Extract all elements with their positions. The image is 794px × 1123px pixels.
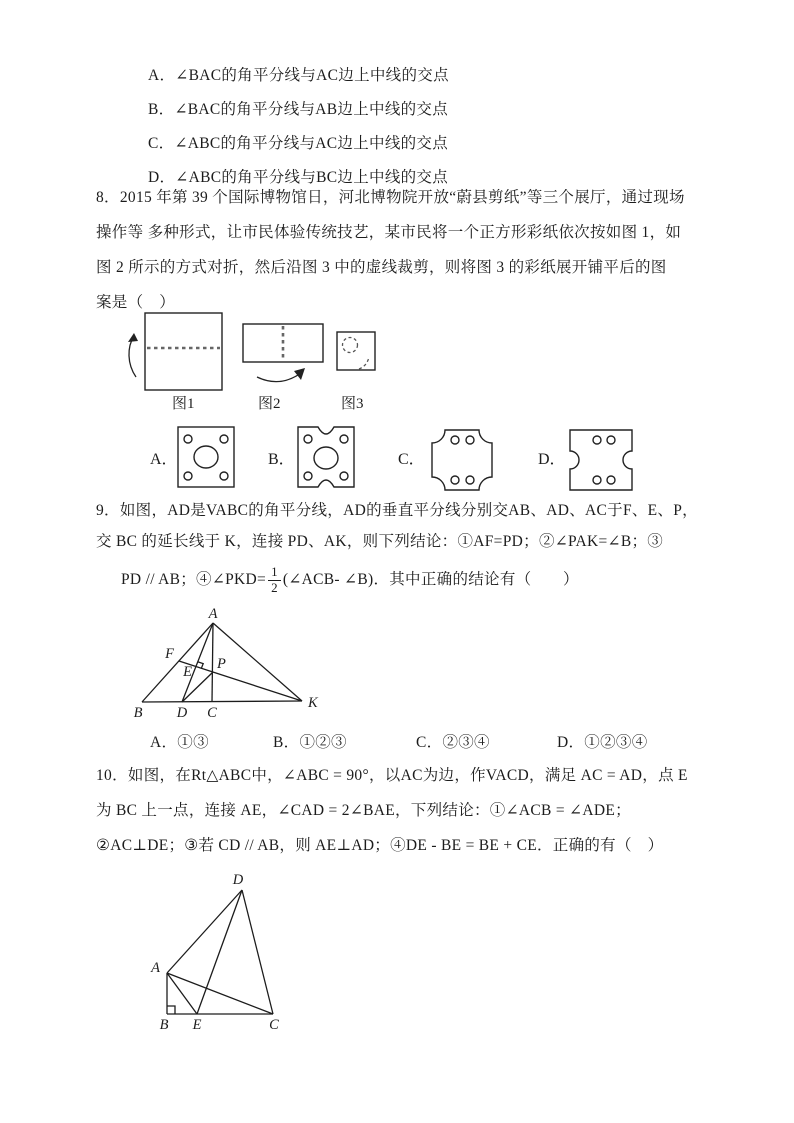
fold-figure-2 xyxy=(243,324,323,382)
q8-answer-patterns xyxy=(140,413,660,498)
question-9-line-1: 9．如图，AD是VABC的角平分线，AD的垂直平分线分别交AB、AD、AC于F、E、P， xyxy=(96,502,698,519)
question-8-line-1: 8．2015 年第 39 个国际博物馆日，河北博物院开放“蔚县剪纸”等三个展厅，通过现场 xyxy=(96,189,685,206)
q9-option-b: B．①②③ xyxy=(273,734,347,751)
q9-triangle-figure xyxy=(100,605,330,725)
question-10-line-3: ②AC⊥DE；③若 CD // AB，则 AE⊥AD；④DE - BE = BE + CE．正确的有（ ） xyxy=(96,837,664,854)
q8-option-d-label: D． xyxy=(538,451,566,468)
q8-option-a-label: A． xyxy=(150,451,178,468)
question-8-line-4: 案是（ ） xyxy=(96,294,176,311)
figure-2-caption: 图2 xyxy=(258,396,281,412)
q8-pattern-b xyxy=(298,427,354,487)
question-8-line-3: 图 2 所示的方式对折，然后沿图 3 中的虚线裁剪，则将图 3 的彩纸展开铺平后的图 xyxy=(96,259,667,276)
question-9-line-3 xyxy=(121,558,579,602)
q9-vertex-F: F xyxy=(165,646,174,662)
fold-arrow-up xyxy=(129,336,136,377)
q9-vertex-C: C xyxy=(207,705,217,721)
figure-1-caption: 图1 xyxy=(172,396,195,412)
q10-triangle-figure xyxy=(140,870,300,1035)
q9-vertex-E: E xyxy=(183,664,192,680)
q8-option-c-label: C． xyxy=(398,451,425,468)
q9-option-c: C．②③④ xyxy=(416,734,490,751)
question-10-line-2: 为 BC 上一点，连接 AE，∠CAD = 2∠BAE，下列结论：①∠ACB = ∠ADE； xyxy=(96,802,631,819)
q8-fold-figures xyxy=(110,305,400,417)
fold-figure-3 xyxy=(337,332,375,370)
q9-vertex-D: D xyxy=(176,705,188,721)
q9-line3-pre: PD // AB；④∠PKD= xyxy=(121,571,267,588)
fold-figure-1 xyxy=(128,313,222,390)
prev-question-option-c: C．∠ABC的角平分线与AC边上中线的交点 xyxy=(148,135,449,152)
figure-3-caption: 图3 xyxy=(341,396,364,412)
cut-dashed-circle xyxy=(343,338,358,353)
q9-vertex-P: P xyxy=(217,656,226,672)
fraction-denominator: 2 xyxy=(268,580,281,596)
q10-figure-lines xyxy=(167,890,273,1014)
right-angle-marker xyxy=(167,1006,175,1014)
prev-question-option-a: A．∠BAC的角平分线与AC边上中线的交点 xyxy=(148,67,449,84)
q8-pattern-d xyxy=(570,430,632,490)
question-9-line-2: 交 BC 的延长线于 K，连接 PD、AK，则下列结论：①AF=PD；②∠PAK=∠B；③ xyxy=(96,533,664,550)
fold-arrow-right xyxy=(257,373,301,382)
q9-vertex-A: A xyxy=(208,606,218,622)
cut-dashed-arc xyxy=(359,357,369,369)
q10-vertex-A: A xyxy=(151,960,160,976)
q9-option-d: D．①②③④ xyxy=(557,734,648,751)
q8-option-b-label: B． xyxy=(268,451,295,468)
q10-vertex-E: E xyxy=(192,1017,202,1033)
q9-vertex-K: K xyxy=(308,695,318,711)
fraction-numerator: 1 xyxy=(271,563,278,579)
q9-line3-post: (∠ACB- ∠B)．其中正确的结论有（ ） xyxy=(282,571,579,588)
question-10-line-1: 10．如图，在Rt△ABC中，∠ABC = 90°，以AC为边，作VACD，满足 AC = AD，点 E xyxy=(96,767,688,784)
q9-option-a: A．①③ xyxy=(150,734,209,751)
q10-vertex-B: B xyxy=(159,1017,169,1033)
q9-vertex-B: B xyxy=(133,705,143,721)
q10-vertex-C: C xyxy=(269,1017,279,1033)
question-8-line-2: 操作等 多种形式，让市民体验传统技艺，某市民将一个正方形彩纸依次按如图 1，如 xyxy=(96,224,682,241)
prev-question-option-b: B．∠BAC的角平分线与AB边上中线的交点 xyxy=(148,101,449,118)
prev-question-option-d: D．∠ABC的角平分线与BC边上中线的交点 xyxy=(148,169,449,186)
q10-vertex-D: D xyxy=(232,872,244,888)
q8-pattern-a xyxy=(178,427,234,487)
q8-pattern-c xyxy=(432,430,492,490)
one-half-fraction xyxy=(268,565,281,596)
